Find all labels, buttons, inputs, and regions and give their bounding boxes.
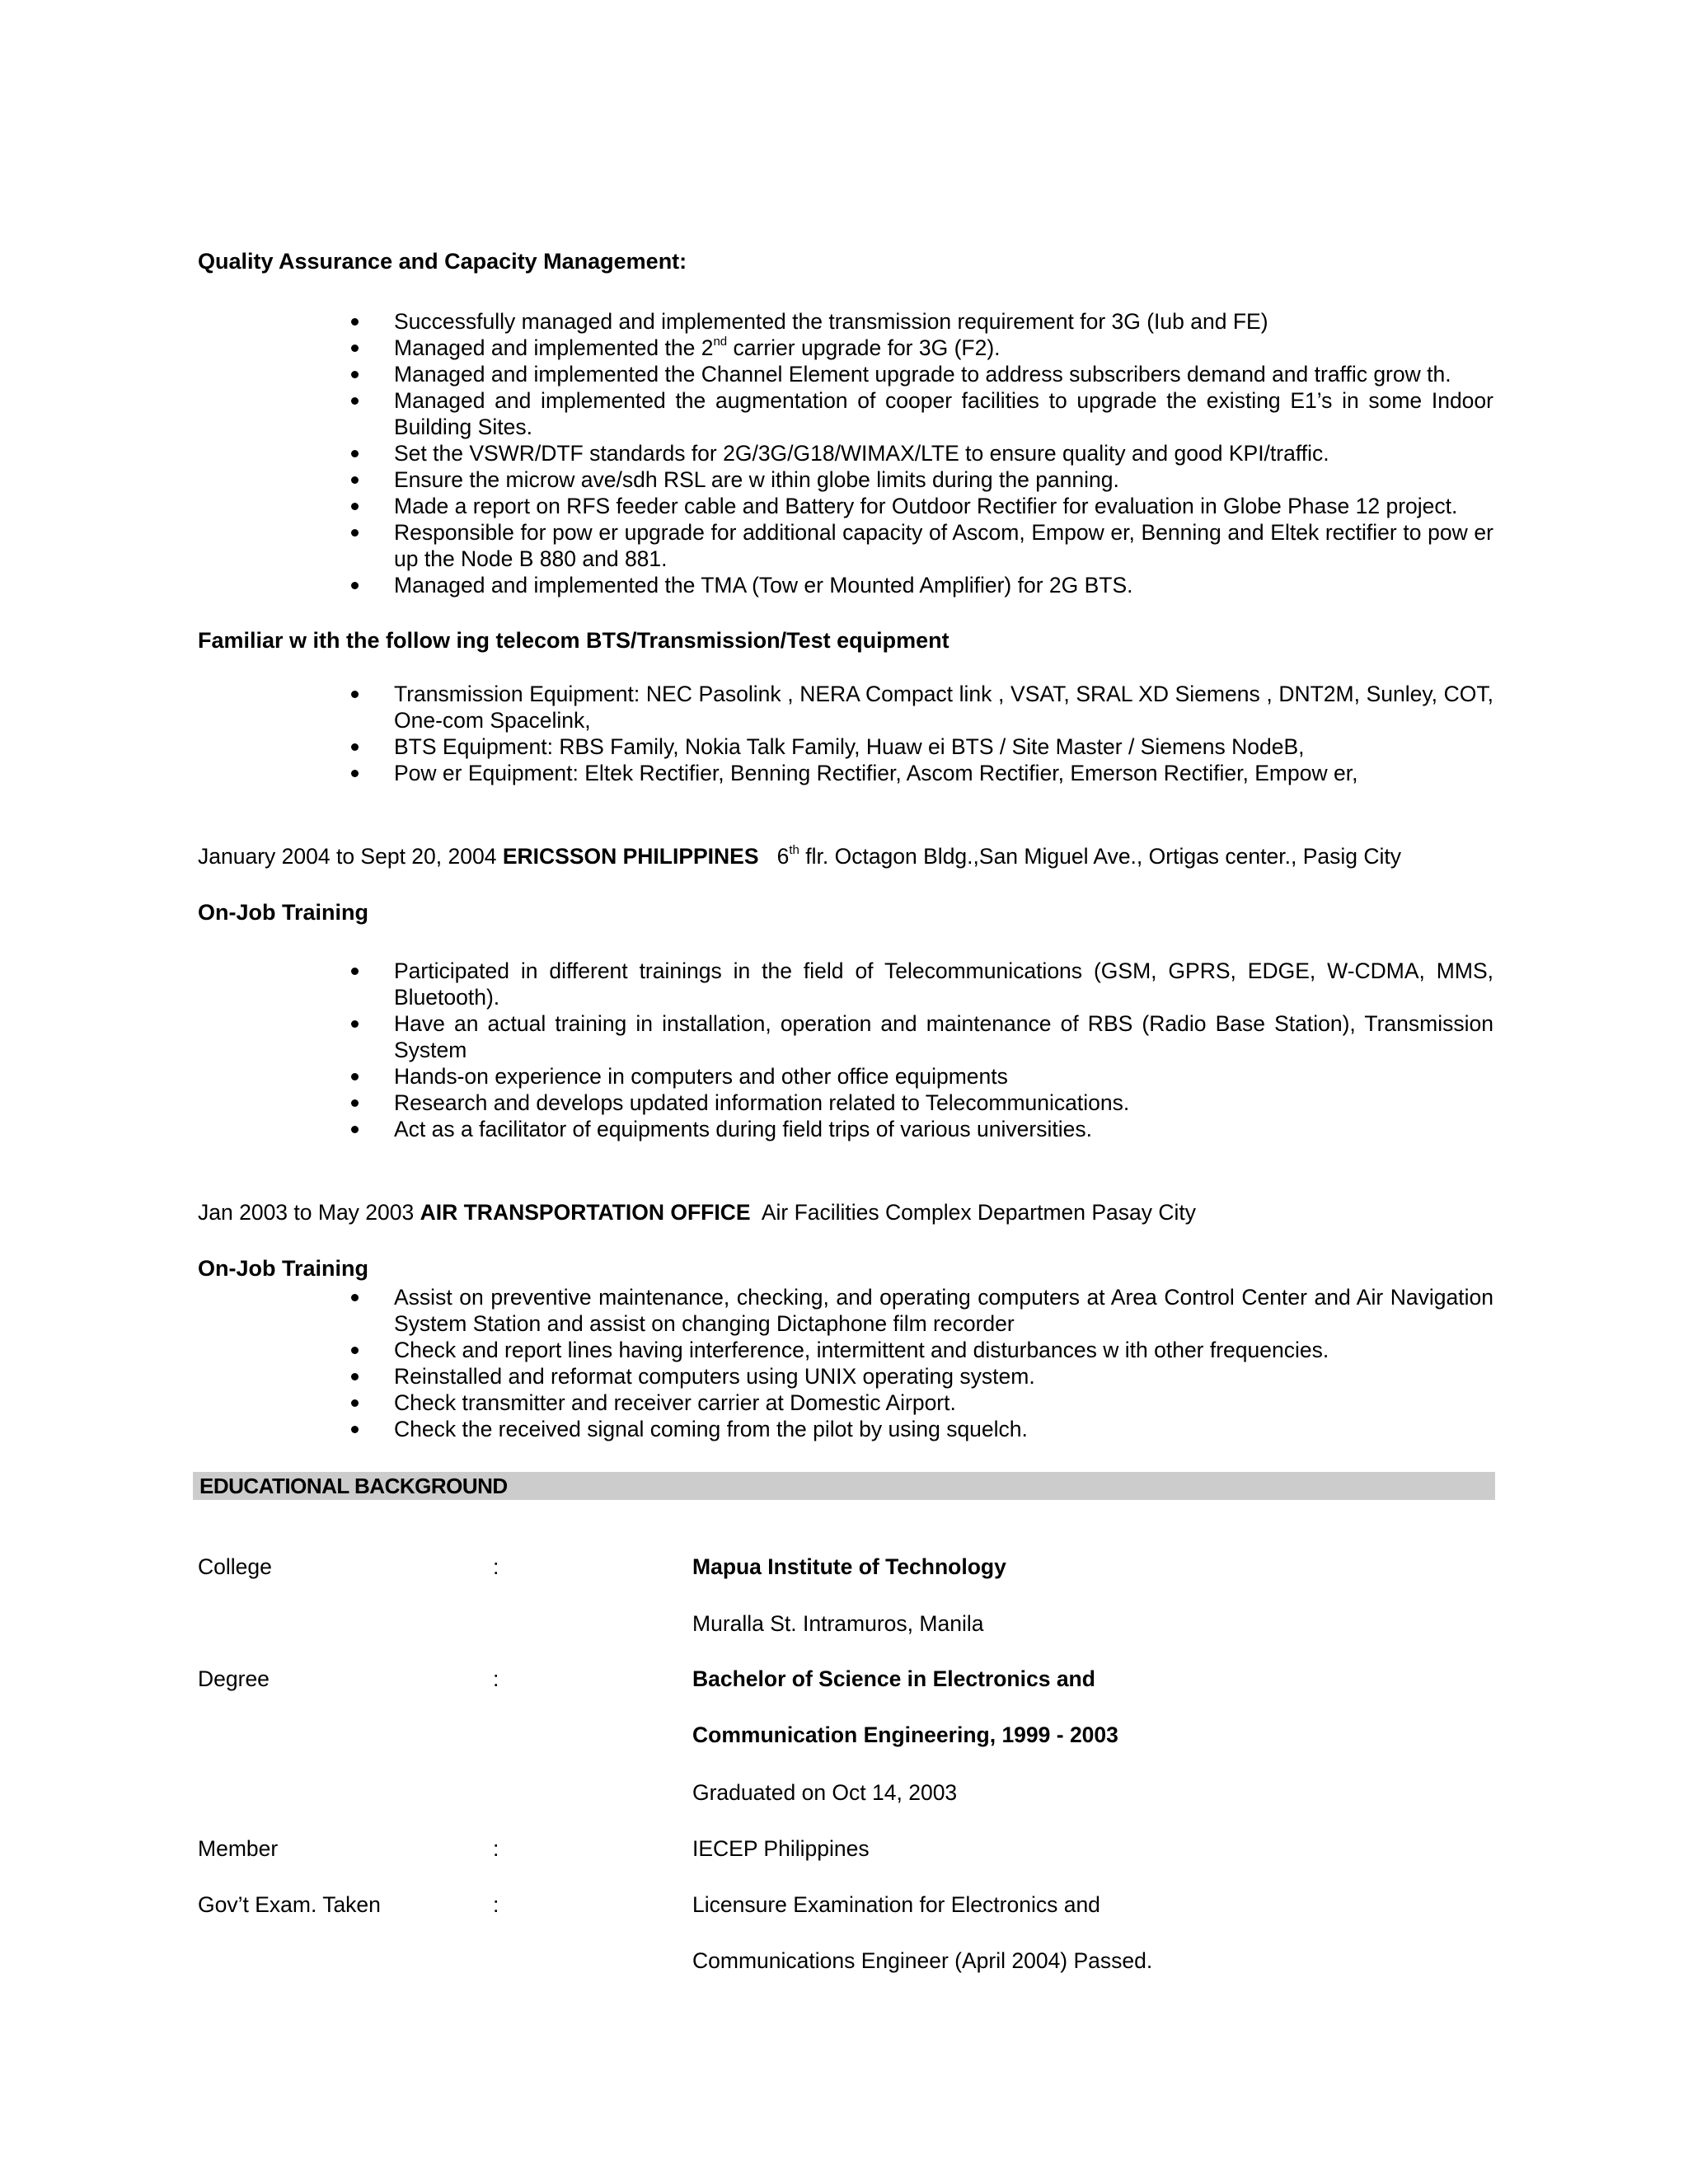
list-item: Research and develops updated information related to Telecommunications. [198, 1090, 1493, 1116]
job2-address: Air Facilities Complex Departmen Pasay City [761, 1200, 1197, 1225]
job1-company: ERICSSON PHILIPPINES [502, 844, 759, 869]
college-address: Muralla St. Intramuros, Manila [692, 1611, 984, 1636]
list-item: Check and report lines having interference, intermittent and disturbances w ith other frequencies. [198, 1337, 1493, 1363]
graduated-date: Graduated on Oct 14, 2003 [692, 1780, 958, 1805]
exam-line2: Communications Engineer (April 2004) Passed. [692, 1948, 1153, 1973]
list-item: BTS Equipment: RBS Family, Nokia Talk Family, Huaw ei BTS / Site Master / Siemens NodeB, [198, 733, 1493, 760]
list-item: Hands-on experience in computers and other office equipments [198, 1063, 1493, 1090]
list-item: Made a report on RFS feeder cable and Battery for Outdoor Rectifier for evaluation in Globe Phase 12 project. [198, 493, 1493, 519]
college-label: College [198, 1554, 272, 1579]
colon: : [493, 1554, 499, 1579]
job1-address: 6th flr. Octagon Bldg.,San Miguel Ave., Ortigas center., Pasig City [776, 843, 1401, 869]
list-item: Have an actual training in installation, operation and maintenance of RBS (Radio Base Station), Transmission System [198, 1010, 1493, 1063]
college-name: Mapua Institute of Technology [692, 1554, 1006, 1579]
job1-line [198, 844, 1401, 869]
list-item: Managed and implemented the augmentation of cooper facilities to upgrade the existing E1’s in some Indoor Building Sites. [198, 387, 1493, 440]
exam-line1: Licensure Examination for Electronics and [692, 1892, 1100, 1917]
job2-line [198, 1200, 1196, 1226]
colon: : [493, 1666, 499, 1691]
list-item: Transmission Equipment: NEC Pasolink , NERA Compact link , VSAT, SRAL XD Siemens , DNT2M, Sunley, COT, One-com Spacelink, [198, 681, 1493, 733]
list-item: Act as a facilitator of equipments during field trips of various universities. [198, 1116, 1493, 1142]
degree-line1: Bachelor of Science in Electronics and [692, 1666, 1095, 1691]
list-item: Participated in different trainings in the field of Telecommunications (GSM, GPRS, EDGE, W-CDMA, MMS, Bluetooth). [198, 958, 1493, 1010]
list-item: Successfully managed and implemented the transmission requirement for 3G (Iub and FE) [198, 308, 1493, 335]
job2-company: AIR TRANSPORTATION OFFICE [420, 1200, 751, 1225]
familiar-list [198, 681, 1493, 786]
job2-date: Jan 2003 to May 2003 [198, 1200, 415, 1225]
list-item: Managed and implemented the TMA (Tow er Mounted Amplifier) for 2G BTS. [198, 572, 1493, 598]
qa-heading: Quality Assurance and Capacity Management: [198, 249, 687, 274]
colon: : [493, 1892, 499, 1917]
job1-list [198, 958, 1493, 1142]
member-value: IECEP Philippines [692, 1836, 870, 1861]
list-item: Managed and implemented the Channel Element upgrade to address subscribers demand and traffic grow th. [198, 361, 1493, 387]
job1-date: January 2004 to Sept 20, 2004 [198, 844, 497, 869]
education-heading-bar [193, 1472, 1495, 1500]
job2-list [198, 1284, 1493, 1442]
familiar-heading: Familiar w ith the follow ing telecom BTS/Transmission/Test equipment [198, 628, 950, 653]
list-item: Check the received signal coming from the pilot by using squelch. [198, 1416, 1493, 1442]
member-label: Member [198, 1836, 279, 1861]
job2-heading: On-Job Training [198, 1256, 368, 1281]
list-item: Responsible for pow er upgrade for additional capacity of Ascom, Empow er, Benning and Eltek rectifier to pow er up the Node B 880 and 881. [198, 519, 1493, 572]
qa-list [198, 308, 1493, 598]
degree-line2: Communication Engineering, 1999 - 2003 [692, 1722, 1118, 1747]
education-heading: EDUCATIONAL BACKGROUND [199, 1474, 508, 1498]
list-item: Assist on preventive maintenance, checking, and operating computers at Area Control Center and Air Navigation System Station and assist on changing Dictaphone film recorder [198, 1284, 1493, 1337]
colon: : [493, 1836, 499, 1861]
job1-heading: On-Job Training [198, 900, 368, 925]
exam-label: Gov’t Exam. Taken [198, 1892, 381, 1917]
list-item: Managed and implemented the 2nd carrier upgrade for 3G (F2). [198, 335, 1493, 361]
degree-label: Degree [198, 1666, 270, 1691]
list-item: Reinstalled and reformat computers using UNIX operating system. [198, 1363, 1493, 1390]
list-item: Pow er Equipment: Eltek Rectifier, Benning Rectifier, Ascom Rectifier, Emerson Rectifier, Empow er, [198, 760, 1493, 786]
list-item: Check transmitter and receiver carrier at Domestic Airport. [198, 1390, 1493, 1416]
list-item: Set the VSWR/DTF standards for 2G/3G/G18/WIMAX/LTE to ensure quality and good KPI/traffic. [198, 440, 1493, 466]
list-item: Ensure the microw ave/sdh RSL are w ithin globe limits during the panning. [198, 466, 1493, 493]
